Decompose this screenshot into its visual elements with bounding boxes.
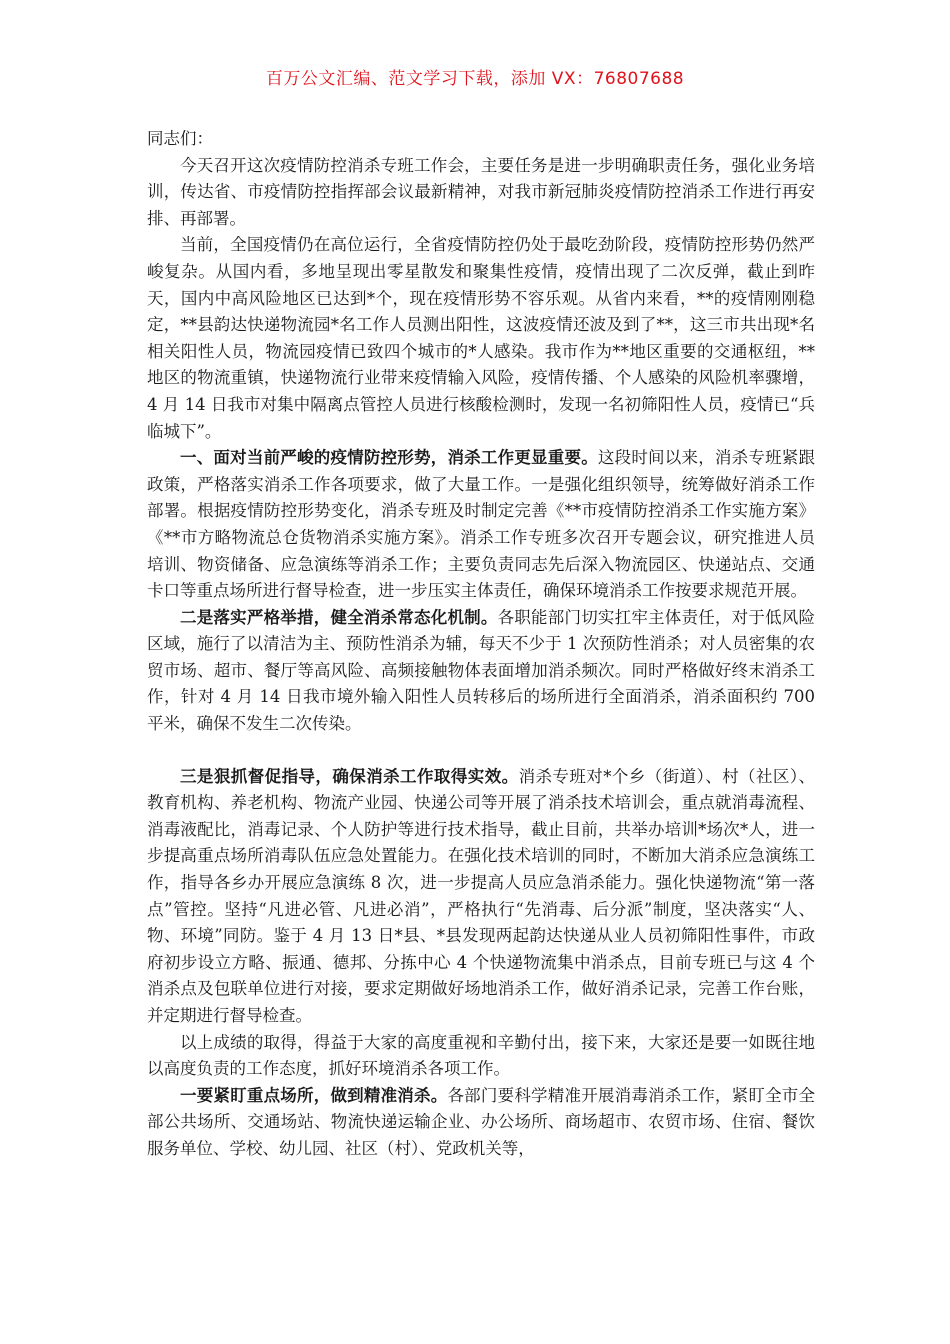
paragraph-situation: 当前，全国疫情仍在高位运行，全省疫情防控仍处于最吃劲阶段，疫情防控形势仍然严峻复杂。从国内看，多地呈现出零星散发和聚集性疫情，疫情出现了二次反弹，截止到昨天，国内中高风险地区已达到*个，现在疫情形势不容乐观。从省内来看，**的疫情刚刚稳定，**县韵达快递物流园*名工作人员测出阳性，这波疫情还波及到了**，这三市共出现*名相关阳性人员，物流园疫情已致四个城市的*人感染。我市作为**地区重要的交通枢纽，**地区的物流重镇，快递物流行业带来疫情输入风险，疫情传播、个人感染的风险机率骤增，4 月 14 日我市对集中隔离点管控人员进行核酸检测时，发现一名初筛阳性人员，疫情已“兵临城下”。 — [147, 235, 815, 441]
section-1-heading: 一、面对当前严峻的疫情防控形势，消杀工作更显重要。 — [180, 448, 598, 468]
requirement-1-text: 各部门要科学精准开展消毒消杀工作，紧盯全市全部公共场所、交通场站、物流快递运输企业、办公场所、商场超市、农贸市场、住宿、餐饮服务单位、学校、幼儿园、社区（村）、党政机关等， — [147, 1085, 816, 1158]
section-3-text: 消杀专班对*个乡（街道）、村（社区）、教育机构、养老机构、物流产业园、快递公司等开展了消杀技术培训会，重点就消毒流程、消毒液配比，消毒记录、个人防护等进行技术指导，截止目前，共举办培训*场次*人，进一步提高重点场所消毒队伍应急处置能力。在强化技术培训的同时，不断加大消杀应急演练工作，指导各乡办开展应急演练 8 次，进一步提高人员应急消杀能力。强化快递物流“第一落点”管控。坚持“凡进必管、凡进必消”，严格执行“先消毒、后分派”制度，坚决落实“人、物、环境”同防。鉴于 4 月 13 日*县、*县发现两起韵达快递从业人员初筛阳性事件，市政府初步设立方略、振通、德邦、分拣中心 4 个快递物流集中消杀点，目前专班已与这 4 个消杀点及包联单位进行对接，要求定期做好场地消杀工作，做好消杀记录，完善工作台账，并定期进行督导检查。 — [147, 766, 816, 1025]
requirement-1-heading: 一要紧盯重点场所，做到精准消杀。 — [180, 1085, 448, 1105]
section-2-heading: 二是落实严格举措，健全消杀常态化机制。 — [180, 607, 498, 627]
paragraph-requirement-1 — [147, 1083, 815, 1163]
document-body — [147, 126, 815, 1163]
paragraph-section-1 — [147, 445, 815, 605]
section-3-heading: 三是狠抓督促指导，确保消杀工作取得实效。 — [180, 766, 519, 786]
section-1-text: 这段时间以来，消杀专班紧跟政策，严格落实消杀工作各项要求，做了大量工作。一是强化组织领导，统筹做好消杀工作部署。根据疫情防控形势变化，消杀专班及时制定完善《**市疫情防控消杀工作实施方案》《**市方略物流总仓货物消杀实施方案》。消杀工作专班多次召开专题会议，研究推进人员培训、物资储备、应急演练等消杀工作；主要负责同志先后深入物流园区、快递站点、交通卡口等重点场所进行督导检查，进一步压实主体责任，确保环境消杀工作按要求规范开展。 — [147, 448, 816, 601]
paragraph-transition: 以上成绩的取得，得益于大家的高度重视和辛勤付出，接下来，大家还是要一如既往地以高度负责的工作态度，抓好环境消杀各项工作。 — [147, 1032, 815, 1079]
paragraph-section-3 — [147, 764, 815, 1030]
promo-banner: 百万公文汇编、范文学习下载，添加 VX：76807688 — [265, 69, 685, 89]
paragraph-intro: 今天召开这次疫情防控消杀专班工作会，主要任务是进一步明确职责任务，强化业务培训，传达省、市疫情防控指挥部会议最新精神，对我市新冠肺炎疫情防控消杀工作进行再安排、再部署。 — [147, 155, 815, 228]
section-2-text: 各职能部门切实扛牢主体责任，对于低风险区域，施行了以清洁为主、预防性消杀为辅，每天不少于 1 次预防性消杀；对人员密集的农贸市场、超市、餐厅等高风险、高频接触物体表面增加消杀频次。同时严格做好终末消杀工作，针对 4 月 14 日我市境外输入阳性人员转移后的场所进行全面消杀，消杀面积约 700 平米，确保不发生二次传染。 — [147, 607, 816, 734]
salutation: 同志们： — [147, 129, 213, 148]
paragraph-section-2 — [147, 605, 815, 738]
